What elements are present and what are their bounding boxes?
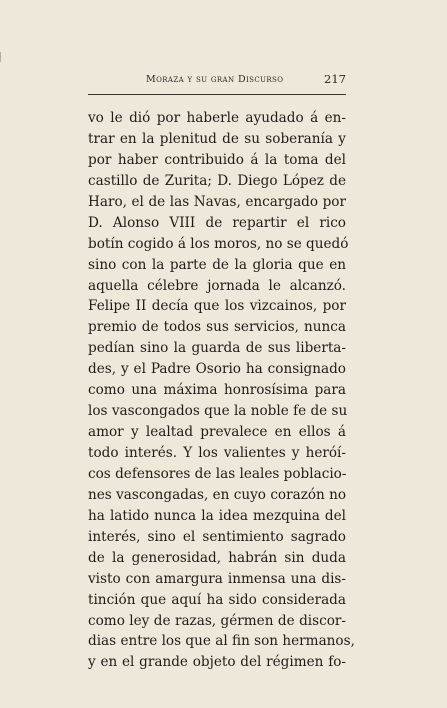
text-line: por haber contribuido á la toma del bbox=[88, 151, 346, 168]
text-line: sino con la parte de la gloria que en bbox=[88, 256, 346, 273]
text-line: como una máxima honrosísima para bbox=[88, 382, 346, 399]
text-line: dias entre los que al fin son hermanos, bbox=[88, 633, 355, 650]
text-line: cos defensores de las leales poblacio- bbox=[88, 465, 347, 482]
text-line: todo interés. Y los valientes y heróí- bbox=[88, 445, 346, 461]
text-line: trar en la plenitud de su soberanía y bbox=[88, 130, 346, 147]
text-line: los vascongados que la noble fe de su bbox=[88, 403, 348, 420]
text-line: interés, sino el sentimiento sagrado bbox=[88, 528, 346, 545]
running-title: Moraza y su gran Discurso bbox=[146, 74, 284, 85]
text-line: visto con amargura inmensa una dis- bbox=[88, 570, 346, 587]
page-edge-mark bbox=[0, 52, 7, 62]
text-line: nes vascongadas, en cuyo corazón no bbox=[88, 486, 347, 503]
body-text bbox=[88, 108, 355, 673]
header-rule bbox=[88, 94, 346, 95]
text-line: amor y lealtad prevalece en ellos á bbox=[88, 424, 346, 441]
text-line: pedían sino la guarda de sus liberta- bbox=[88, 340, 346, 357]
text-line: como ley de razas, gérmen de discor- bbox=[88, 612, 346, 629]
text-line: Haro, el de las Navas, encargado por bbox=[88, 193, 346, 210]
text-line: castillo de Zurita; D. Diego López de bbox=[88, 172, 346, 189]
text-line: premio de todos sus servicios, nunca bbox=[88, 319, 346, 336]
text-line: y en el grande objeto del régimen fo- bbox=[88, 654, 346, 671]
text-line: de la generosidad, habrán sin duda bbox=[88, 549, 346, 566]
text-line: des, y el Padre Osorio ha consignado bbox=[88, 361, 346, 378]
text-line: aquella célebre jornada le alcanzó. bbox=[88, 277, 346, 294]
running-header bbox=[88, 72, 346, 88]
text-line: Felipe II decía que los vizcainos, por bbox=[88, 298, 346, 315]
text-line: vo le dió por haberle ayudado á en- bbox=[88, 110, 346, 126]
text-line: tinción que aquí ha sido considerada bbox=[88, 591, 346, 608]
page-number: 217 bbox=[324, 72, 346, 86]
text-line: D. Alonso VIII de repartir el rico bbox=[88, 214, 346, 231]
text-line: ha latido nunca la idea mezquina del bbox=[88, 507, 346, 524]
text-line: botín cogido á los moros, no se quedó bbox=[88, 235, 349, 252]
